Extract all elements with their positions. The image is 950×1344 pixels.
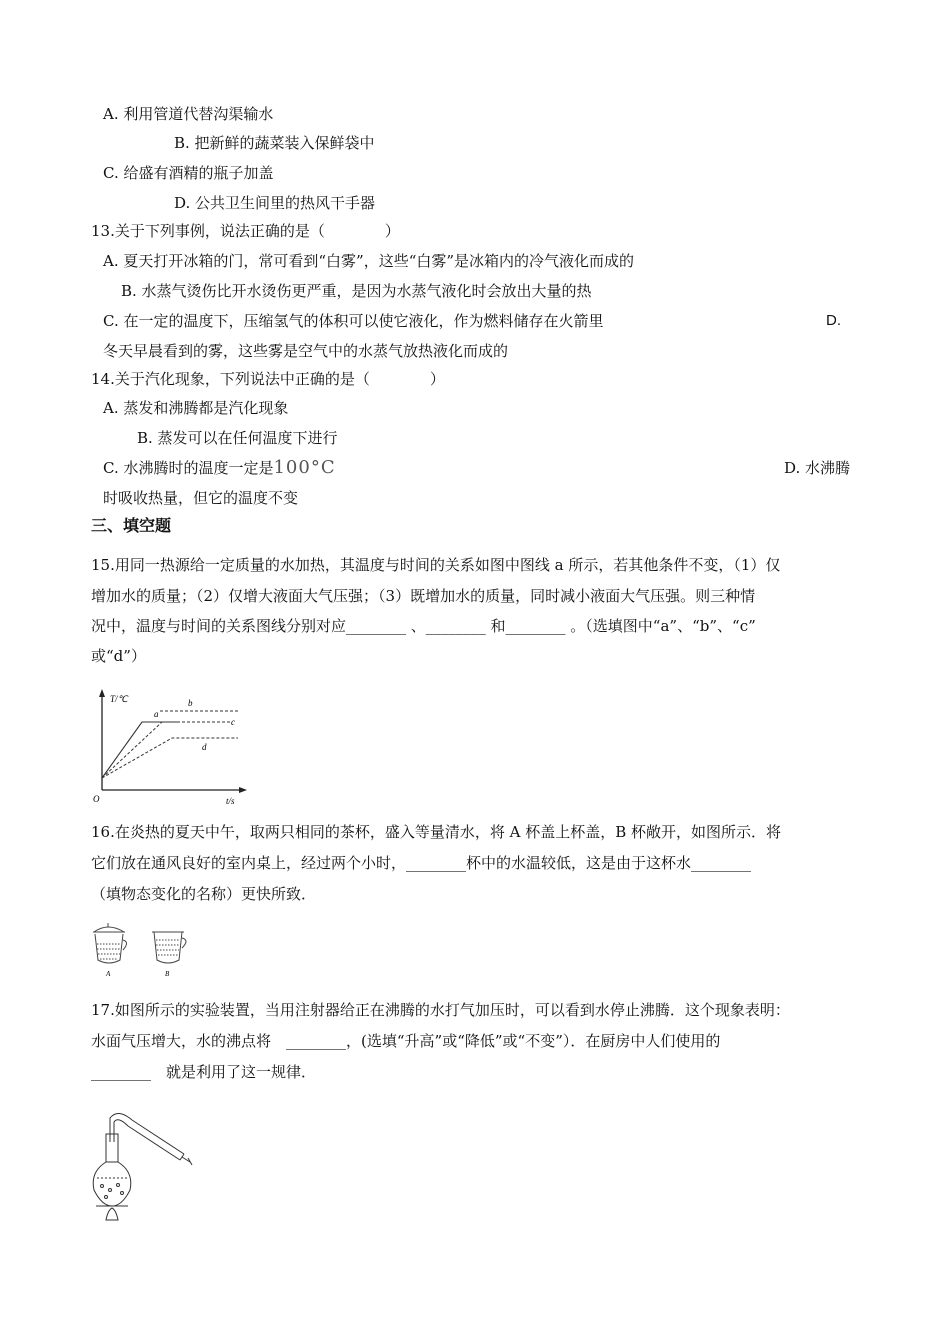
q15-line-1: 15.用同一热源给一定质量的水加热，其温度与时间的关系如图中图线 a 所示，若其他条件不变，（1）仅 (91, 556, 781, 574)
q16-line-1: 16.在炎热的夏天中午，取两只相同的茶杯，盛入等量清水，将 A 杯盖上杯盖，B 杯敞开，如图所示．将 (91, 823, 782, 841)
y-axis-label: T/℃ (110, 694, 128, 704)
graph-line-d (102, 738, 238, 778)
cup-b (152, 932, 186, 963)
q14-option-a: A. 蒸发和沸腾都是汽化现象 (103, 399, 289, 417)
q14-option-c-value: 100°C (273, 457, 336, 478)
q17-line-2: 水面气压增大，水的沸点将 ________，(选填“升高”或“降低”或“不变”）．在厨房中人们使用的 (91, 1032, 721, 1050)
q16-line-2: 它们放在通风良好的室内桌上，经过两个小时，________杯中的水温较低，这是由于这杯水________ (91, 854, 752, 872)
q14-option-d-label: D. 水沸腾 (784, 459, 851, 477)
cup-a-label: A (106, 970, 111, 978)
q15-line-2: 增加水的质量；（2）仅增大液面大气压强；（3）既增加水的质量，同时减小液面大气压强。则三种情 (91, 587, 756, 605)
section-title-fill-in: 三、填空题 (91, 516, 172, 535)
q13-option-b: B. 水蒸气烫伤比开水烫伤更严重，是因为水蒸气液化时会放出大量的热 (121, 282, 592, 300)
q13-option-d-label: D. (826, 312, 841, 329)
q14-stem: 14.关于汽化现象，下列说法中正确的是（ ） (91, 370, 445, 388)
q16-line-3: （填物态变化的名称）更快所致． (91, 885, 317, 903)
x-axis-arrow (239, 787, 247, 793)
graph-label-c: c (231, 717, 235, 727)
q13-option-d-text: 冬天早晨看到的雾，这些雾是空气中的水蒸气放热液化而成的 (103, 342, 509, 360)
graph-label-d: d (202, 742, 207, 752)
connecting-tube (110, 1113, 132, 1142)
q15-line-3: 况中，温度与时间的关系图线分别对应________ 、________ 和________ 。（选填图中“a”、“b”、“c” (91, 617, 756, 635)
graph-line-c (102, 722, 162, 778)
q17-syringe-flask-figure (88, 1102, 198, 1222)
q12-option-c: C. 给盛有酒精的瓶子加盖 (103, 164, 274, 182)
q12-option-b: B. 把新鲜的蔬菜装入保鲜袋中 (174, 134, 375, 152)
q15-temperature-time-graph (90, 686, 250, 810)
burner-flame (106, 1208, 118, 1220)
q13-stem: 13.关于下列事例，说法正确的是（ ） (91, 222, 400, 240)
q15-line-4: 或“d”） (91, 647, 146, 665)
cup-b-label: B (165, 970, 170, 978)
origin-label: O (93, 794, 100, 804)
y-axis-arrow (99, 689, 105, 697)
flask-bulb (93, 1162, 131, 1206)
q17-line-3: ________ 就是利用了这一规律． (91, 1063, 317, 1081)
flask-neck (106, 1134, 118, 1162)
graph-label-a: a (154, 709, 159, 719)
syringe-body (132, 1120, 184, 1154)
cup-a (93, 923, 127, 963)
q14-option-d-text: 时吸收热量，但它的温度不变 (103, 489, 299, 507)
q13-option-a: A. 夏天打开冰箱的门，常可看到“白雾”，这些“白雾”是冰箱内的冷气液化而成的 (103, 252, 635, 270)
x-axis-label: t/s (226, 796, 235, 806)
q16-cups-figure (88, 920, 200, 980)
q12-option-a: A. 利用管道代替沟渠输水 (103, 105, 274, 123)
graph-label-b: b (188, 698, 193, 708)
q12-option-d: D. 公共卫生间里的热风干手器 (174, 194, 376, 212)
q14-option-c-text: C. 水沸腾时的温度一定是 (103, 459, 274, 477)
q14-option-b: B. 蒸发可以在任何温度下进行 (137, 429, 338, 447)
q13-option-c: C. 在一定的温度下，压缩氢气的体积可以使它液化，作为燃料储存在火箭里 (103, 312, 604, 330)
q14-option-c (103, 458, 336, 478)
q17-line-1: 17.如图所示的实验装置，当用注射器给正在沸腾的水打气加压时，可以看到水停止沸腾．这个现象表明： (91, 1001, 790, 1019)
